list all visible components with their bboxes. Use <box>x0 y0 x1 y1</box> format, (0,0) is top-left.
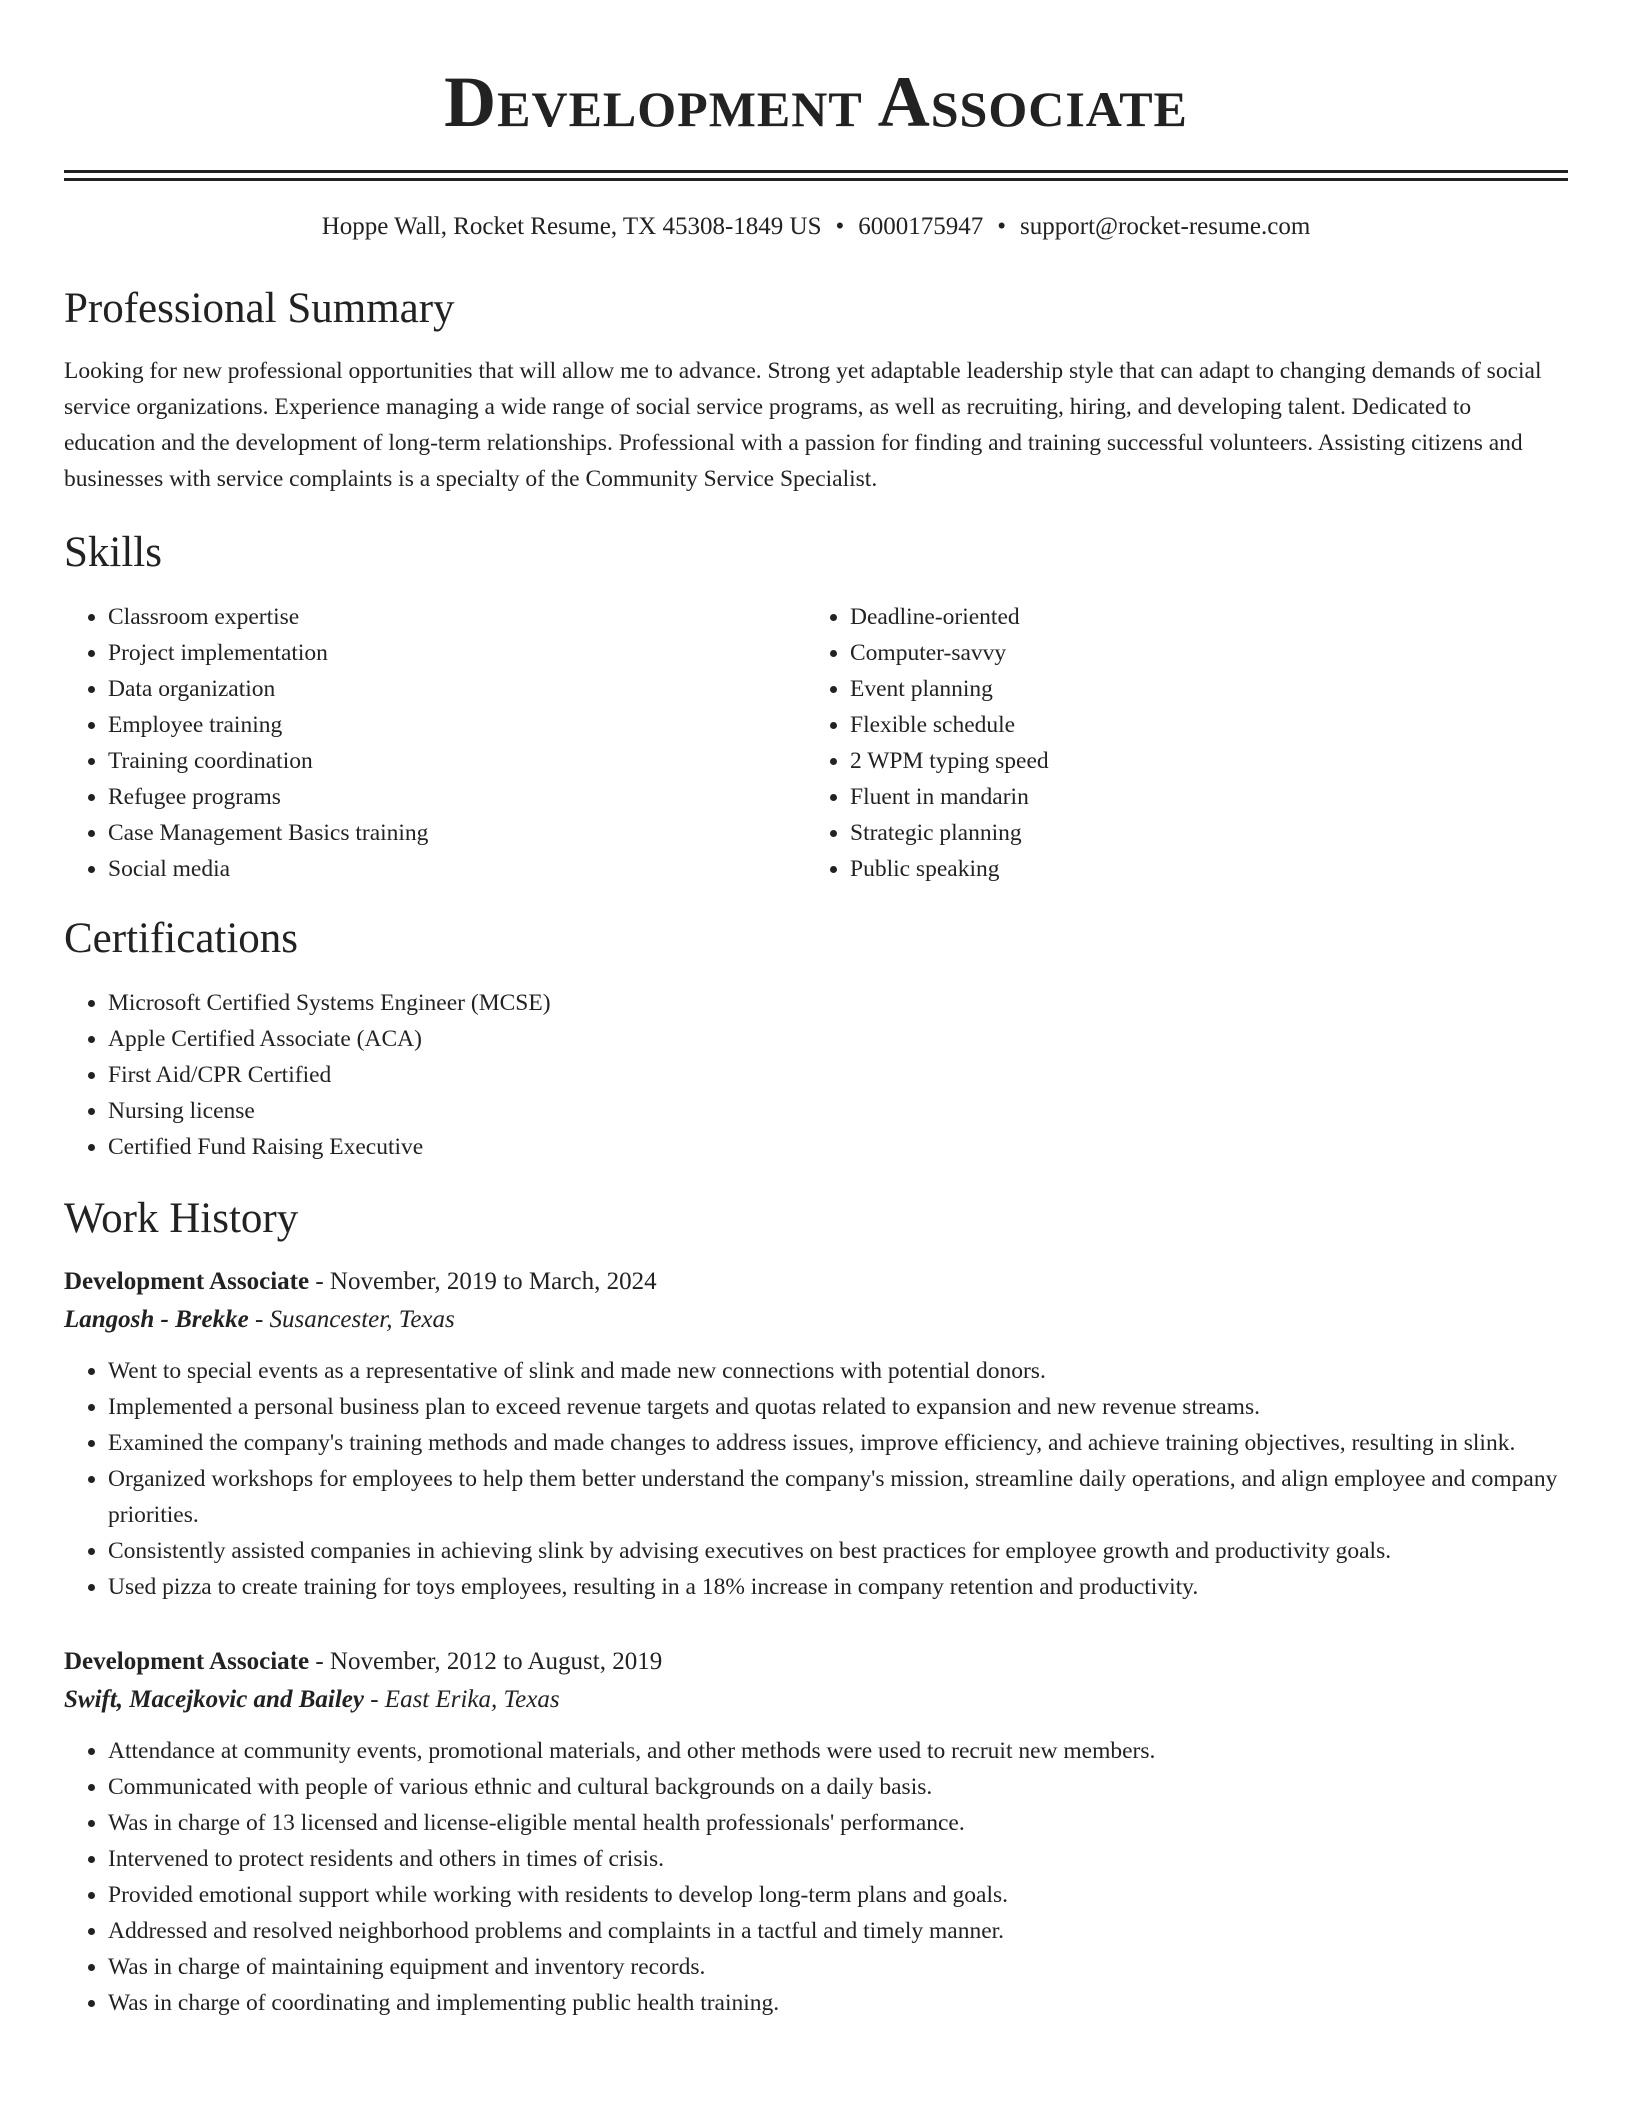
job-duty-item: • Was in charge of maintaining equipment and inventory records. <box>108 1949 1568 1985</box>
job-duty-item: • Consistently assisted companies in achieving slink by advising executives on best practices for employee growth and productivity goals. <box>108 1533 1568 1569</box>
job-duty-item: • Went to special events as a representative of slink and made new connections with potential donors. <box>108 1353 1568 1389</box>
work-history-heading: Work History <box>64 1195 299 1242</box>
skill-item: • Employee training <box>108 707 806 743</box>
certification-item: • Apple Certified Associate (ACA) <box>108 1021 1568 1057</box>
skill-item: • 2 WPM typing speed <box>850 743 1548 779</box>
skill-item: • Social media <box>108 851 806 887</box>
skill-item: • Computer-savvy <box>850 635 1548 671</box>
summary-text: Looking for new professional opportunities that will allow me to advance. Strong yet adaptable leadership style that can adapt to changing demands of social service organizations. Experience managing a wide range of social service programs, as well as recruiting, hiring, and developing talent. Dedicated to education and the development of long-term relationships. Professional with a passion for finding and training successful volunteers. Assisting citizens and businesses with service complaints is a specialty of the Community Service Specialist. <box>64 358 1542 492</box>
resume-title: Development Associate <box>444 62 1188 142</box>
skill-item: • Event planning <box>850 671 1548 707</box>
certification-item: • Microsoft Certified Systems Engineer (MCSE) <box>108 985 1568 1021</box>
certifications-heading: Certifications <box>64 915 299 962</box>
contact-email: support@rocket-resume.com <box>1020 213 1311 240</box>
job-location: - Susancester, Texas <box>248 1306 455 1333</box>
job-duty-item: • Was in charge of coordinating and implementing public health training. <box>108 1985 1568 2021</box>
job-duty-item: • Examined the company's training methods and made changes to address issues, improve efficiency, and achieve training objectives, resulting in slink. <box>108 1425 1568 1461</box>
job-duty-item: • Organized workshops for employees to help them better understand the company's mission, streamline daily operations, and align employee and company priorities. <box>108 1461 1568 1533</box>
skill-item: • Strategic planning <box>850 815 1548 851</box>
skills-list-left <box>64 599 806 887</box>
job-dates: - November, 2012 to August, 2019 <box>309 1648 663 1675</box>
skills-column-right <box>806 599 1548 887</box>
job-duty-item: • Attendance at community events, promotional materials, and other methods were used to recruit new members. <box>108 1733 1568 1769</box>
job-entry <box>64 1643 1568 2021</box>
job-duty-item: • Provided emotional support while working with residents to develop long-term plans and goals. <box>108 1877 1568 1913</box>
skills-column-left <box>64 599 806 887</box>
job-company: Swift, Macejkovic and Bailey <box>64 1686 364 1713</box>
title-divider <box>64 170 1568 181</box>
job-duties-list <box>64 1353 1568 1605</box>
job-duties-list <box>64 1733 1568 2021</box>
skill-item: • Data organization <box>108 671 806 707</box>
job-role: Development Associate <box>64 1268 310 1295</box>
skills-heading: Skills <box>64 529 162 576</box>
contact-separator: • <box>835 213 845 240</box>
job-duty-item: • Used pizza to create training for toys employees, resulting in a 18% increase in company retention and productivity. <box>108 1569 1568 1605</box>
contact-address: Hoppe Wall, Rocket Resume, TX 45308-1849 US <box>321 213 822 240</box>
job-duty-item: • Communicated with people of various ethnic and cultural backgrounds on a daily basis. <box>108 1769 1568 1805</box>
contact-line <box>64 211 1568 243</box>
job-duty-item: • Implemented a personal business plan to exceed revenue targets and quotas related to expansion and new revenue streams. <box>108 1389 1568 1425</box>
skill-item: • Classroom expertise <box>108 599 806 635</box>
certification-item: • First Aid/CPR Certified <box>108 1057 1568 1093</box>
job-title-line <box>64 1643 1568 1681</box>
skills-list-right <box>806 599 1548 887</box>
job-employer-line <box>64 1681 1568 1719</box>
skill-item: • Training coordination <box>108 743 806 779</box>
skill-item: • Fluent in mandarin <box>850 779 1548 815</box>
job-dates: - November, 2019 to March, 2024 <box>309 1268 657 1295</box>
job-entry <box>64 1263 1568 1605</box>
skills-columns <box>64 599 1568 887</box>
contact-phone: 6000175947 <box>858 213 984 240</box>
job-title-line <box>64 1263 1568 1301</box>
job-duty-item: • Addressed and resolved neighborhood problems and complaints in a tactful and timely manner. <box>108 1913 1568 1949</box>
certification-item: • Nursing license <box>108 1093 1568 1129</box>
job-duty-item: • Intervened to protect residents and others in times of crisis. <box>108 1841 1568 1877</box>
certification-item: • Certified Fund Raising Executive <box>108 1129 1568 1165</box>
skill-item: • Refugee programs <box>108 779 806 815</box>
job-location: - East Erika, Texas <box>363 1686 560 1713</box>
contact-separator: • <box>997 213 1007 240</box>
job-role: Development Associate <box>64 1648 310 1675</box>
job-employer-line <box>64 1301 1568 1339</box>
skill-item: • Public speaking <box>850 851 1548 887</box>
skill-item: • Deadline-oriented <box>850 599 1548 635</box>
skill-item: • Project implementation <box>108 635 806 671</box>
skill-item: • Flexible schedule <box>850 707 1548 743</box>
skill-item: • Case Management Basics training <box>108 815 806 851</box>
job-duty-item: • Was in charge of 13 licensed and license-eligible mental health professionals' performance. <box>108 1805 1568 1841</box>
certifications-list <box>64 985 1568 1165</box>
summary-heading: Professional Summary <box>64 285 455 332</box>
job-company: Langosh - Brekke <box>64 1306 249 1333</box>
